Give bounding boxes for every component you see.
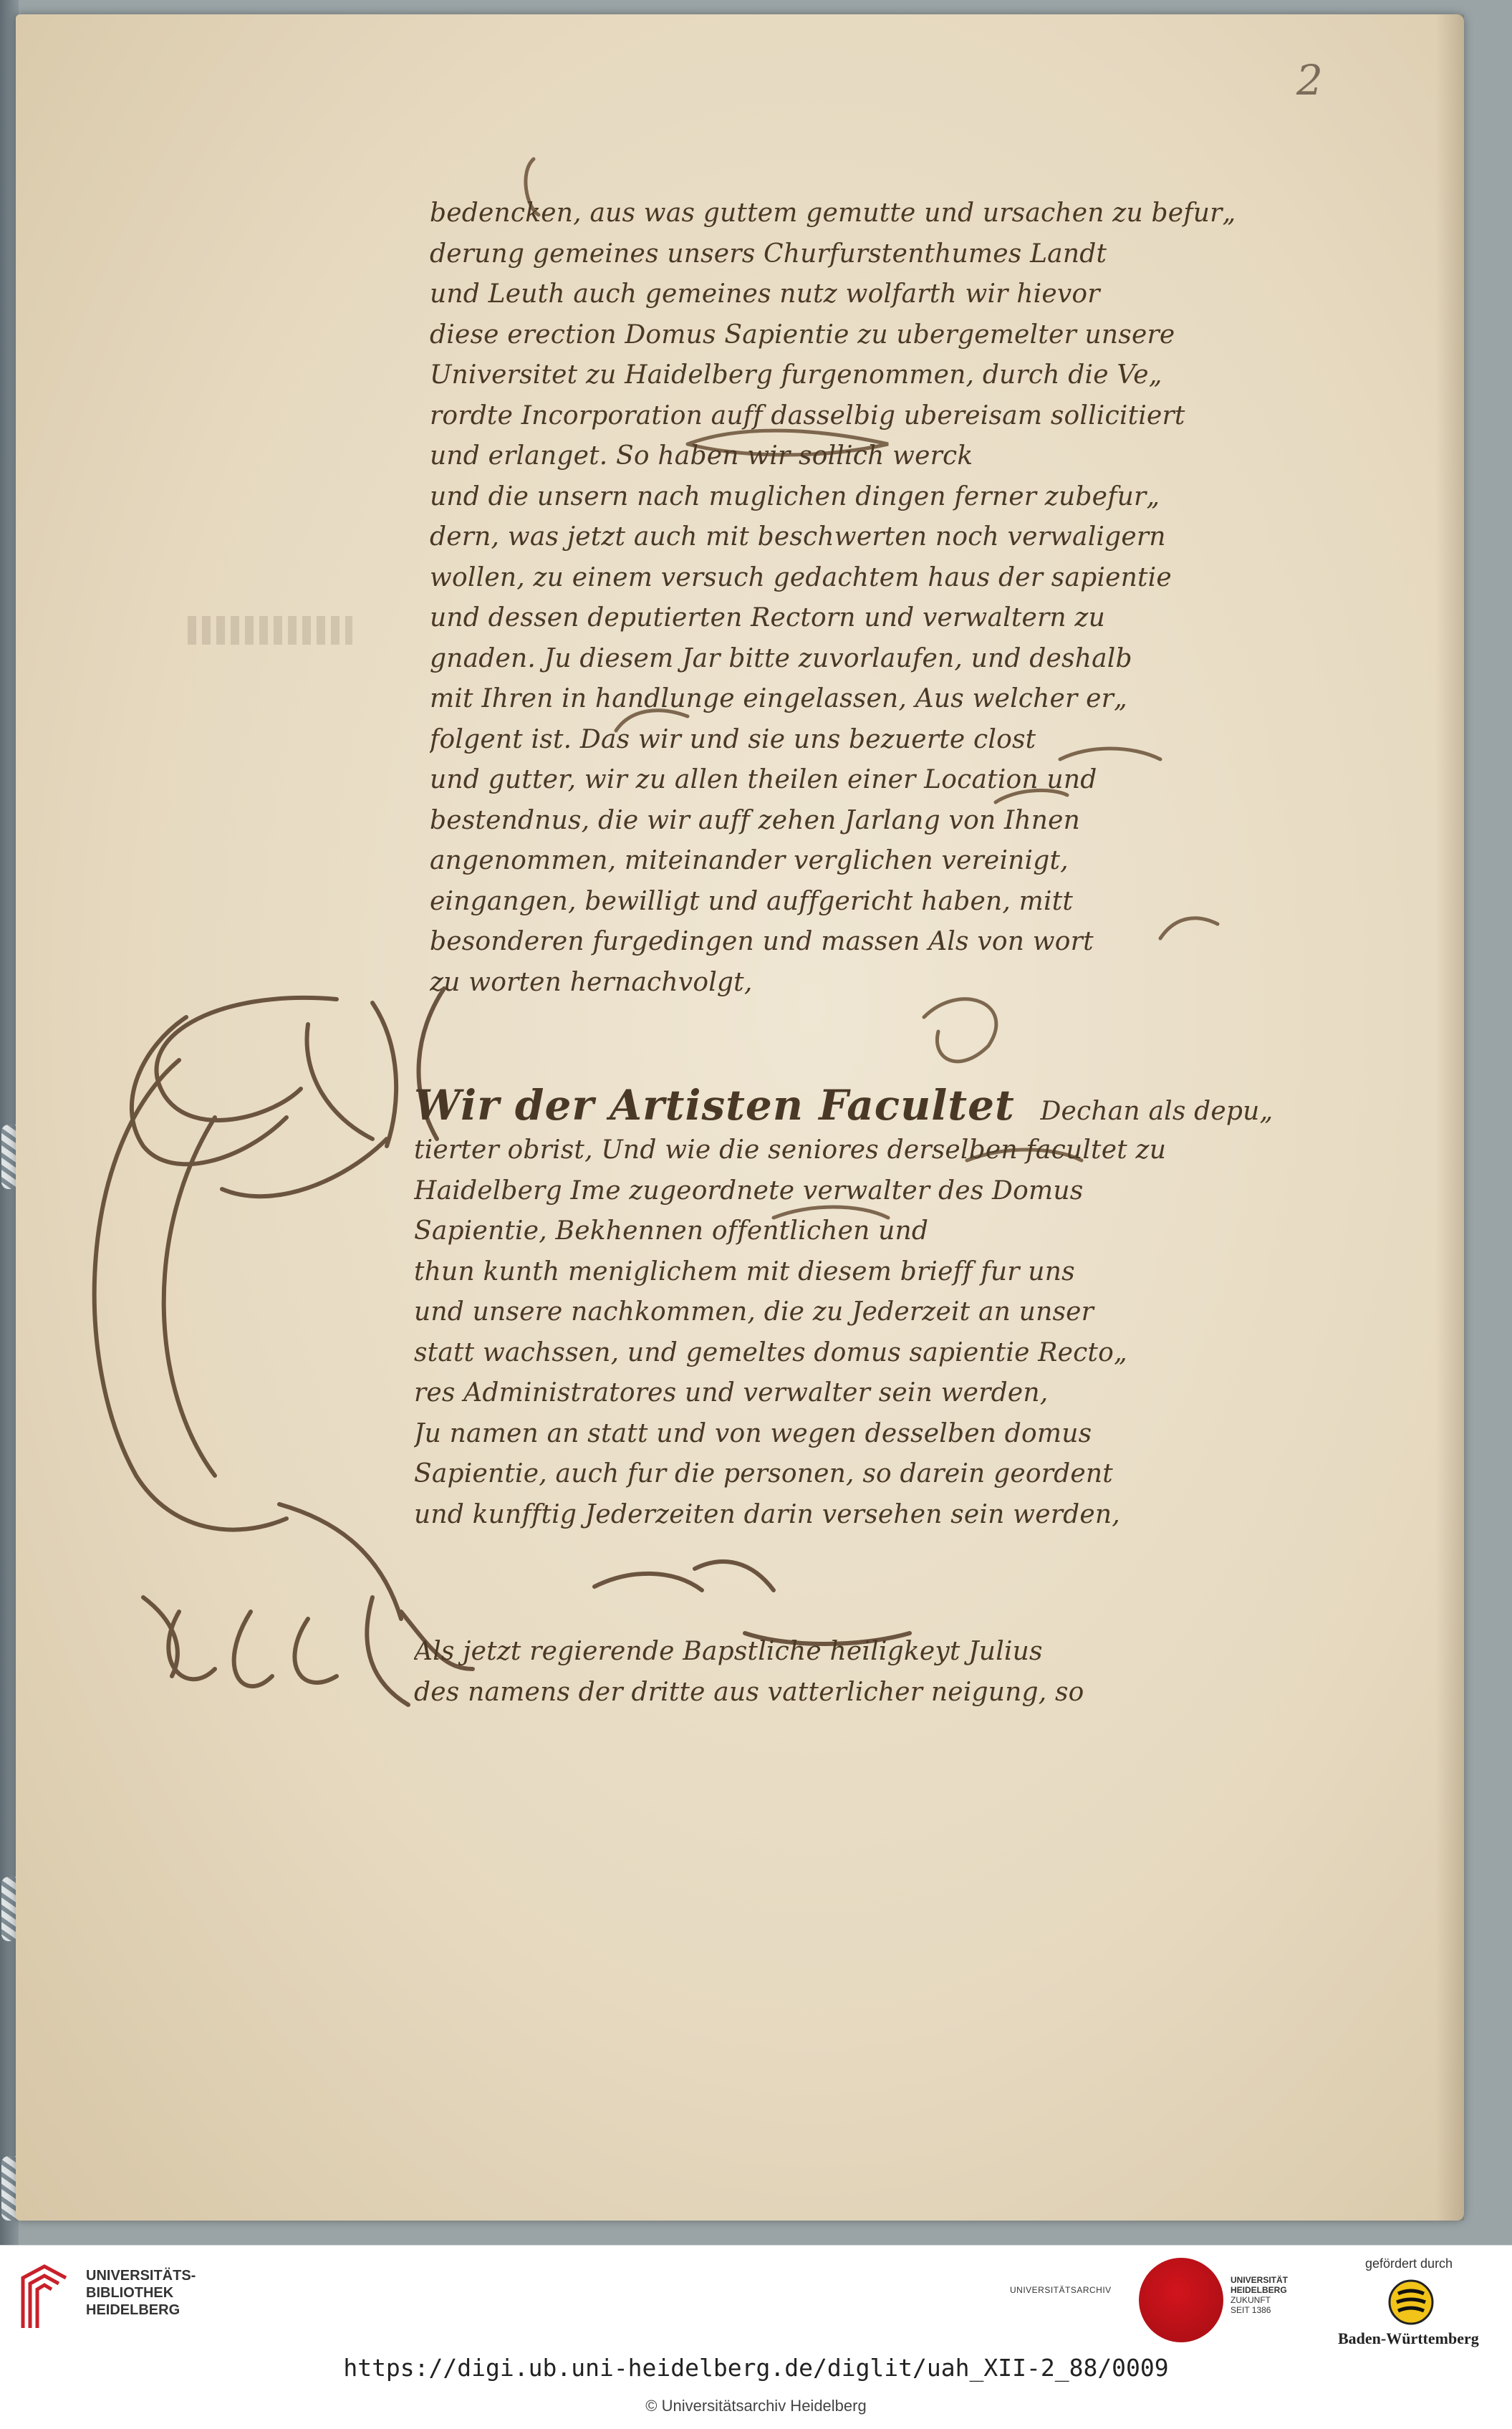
heading-line xyxy=(414,1080,1316,1130)
university-tagline: SEIT 1386 xyxy=(1231,2305,1271,2315)
ub-name[interactable] xyxy=(86,2267,196,2319)
manuscript-line: gnaden. Ju diesem Jar bitte zuvorlaufen, und deshalb xyxy=(430,643,1132,673)
manuscript-line: und die unsern nach muglichen dingen ferner zubefur„ xyxy=(430,481,1160,511)
sponsor-label: gefördert durch xyxy=(1365,2256,1453,2271)
manuscript-line: wollen, zu einem versuch gedachtem haus der sapientie xyxy=(430,562,1172,592)
manuscript-line: rordte Incorporation auff dasselbig ubereisam sollicitiert xyxy=(430,400,1185,431)
university-name-line: UNIVERSITÄT xyxy=(1231,2275,1289,2285)
manuscript-line: Universitet zu Haidelberg furgenommen, durch die Ve„ xyxy=(430,360,1162,390)
manuscript-line: und gutter, wir zu allen theilen einer Location und xyxy=(430,765,1097,794)
manuscript-line: Sapientie, auch fur die personen, so darein geordent xyxy=(414,1459,1113,1488)
manuscript-line: und dessen deputierten Rectorn und verwaltern zu xyxy=(430,603,1105,632)
manuscript-line: angenommen, miteinander verglichen vereinigt, xyxy=(430,846,1069,875)
manuscript-line: Haidelberg Ime zugeordnete verwalter des Domus xyxy=(414,1175,1084,1206)
manuscript-line: res Administratores und verwalter sein werden, xyxy=(414,1378,1049,1408)
manuscript-line: des namens der dritte aus vatterlicher neigung, so xyxy=(414,1677,1084,1707)
manuscript-line: tierter obrist, Und wie die seniores derselben facultet zu xyxy=(414,1135,1167,1165)
manuscript-line: dern, was jetzt auch mit beschwerten noch verwaligern xyxy=(430,522,1166,552)
manuscript-line: folgent ist. Das wir und sie uns bezuerte clost xyxy=(430,724,1036,754)
manuscript-line: Dechan als depu„ xyxy=(1040,1097,1273,1126)
university-tagline: ZUKUNFT xyxy=(1231,2295,1271,2305)
manuscript-line: und kunfftig Jederzeiten darin versehen sein werden, xyxy=(414,1499,1120,1529)
manuscript-line: und unsere nachkommen, die zu Jederzeit an unser xyxy=(414,1297,1094,1327)
archive-label[interactable]: UNIVERSITÄTSARCHIV xyxy=(1010,2285,1112,2295)
manuscript-line: Ju namen an statt und von wegen desselben domus xyxy=(414,1418,1092,1448)
faculty-heading: Wir der Artisten Facultet xyxy=(414,1081,1015,1130)
manuscript-line: diese erection Domus Sapientie zu ubergemelter unsere xyxy=(430,319,1175,350)
manuscript-line: statt wachssen, und gemeltes domus sapientie Recto„ xyxy=(414,1337,1127,1367)
ub-logo-icon[interactable] xyxy=(16,2256,77,2337)
ub-name-line: HEIDELBERG xyxy=(86,2302,180,2318)
sponsor-name[interactable]: Baden-Württemberg xyxy=(1338,2329,1479,2347)
manuscript-line: besonderen furgedingen und massen Als von wort xyxy=(430,927,1094,956)
text-block-2 xyxy=(414,1080,1316,1535)
manuscript-line: thun kunth meniglichem mit diesem brieff fur uns xyxy=(414,1256,1075,1286)
ub-name-line: UNIVERSITÄTS- xyxy=(86,2268,196,2284)
text-block-3 xyxy=(414,1632,1316,1713)
manuscript-line: mit Ihren in handlunge eingelassen, Aus welcher er„ xyxy=(430,684,1127,713)
manuscript-line: und erlanget. So haben wir sollich werck xyxy=(430,441,973,471)
manuscript-line: Sapientie, Bekhennen offentlichen und xyxy=(414,1216,929,1246)
permalink-url[interactable]: https://digi.ub.uni-heidelberg.de/diglit/uah_XII-2_88/0009 xyxy=(343,2354,1169,2382)
university-label[interactable] xyxy=(1231,2275,1288,2315)
manuscript-line: eingangen, bewilligt und auffgericht haben, mitt xyxy=(430,886,1074,916)
university-seal-icon[interactable] xyxy=(1139,2258,1223,2342)
ub-name-line: BIBLIOTHEK xyxy=(86,2285,174,2301)
copyright-notice: © Universitätsarchiv Heidelberg xyxy=(645,2397,867,2415)
manuscript-line: und Leuth auch gemeines nutz wolfarth wir hievor xyxy=(430,279,1100,309)
manuscript-line: Als jetzt regierende Bapstliche heiligkeyt Julius xyxy=(414,1637,1043,1666)
text-block-1 xyxy=(414,193,1311,1707)
manuscript-line: derung gemeines unsers Churfurstenthumes Landt xyxy=(430,239,1107,269)
manuscript-line: zu worten hernachvolgt, xyxy=(430,967,753,997)
manuscript-line: bestendnus, die wir auff zehen Jarlang von Ihnen xyxy=(430,805,1081,835)
folio-number: 2 xyxy=(1296,56,1323,105)
manuscript-line: bedencken, aus was guttem gemutte und ursachen zu befur„ xyxy=(430,198,1236,228)
baden-wuerttemberg-crest-icon[interactable] xyxy=(1382,2276,1440,2327)
university-name-line: HEIDELBERG xyxy=(1231,2285,1287,2295)
